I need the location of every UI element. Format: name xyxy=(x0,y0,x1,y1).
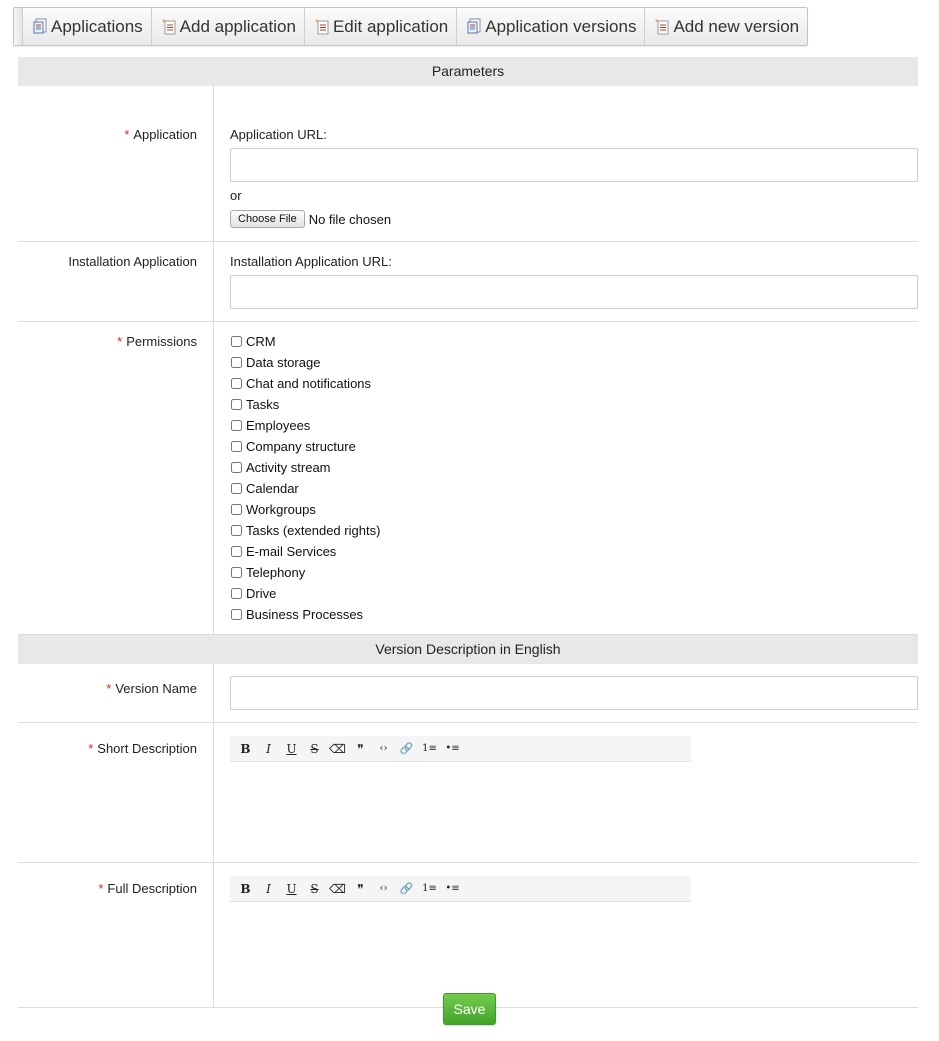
permission-checkbox-crm[interactable] xyxy=(231,336,242,347)
required-mark: * xyxy=(98,881,104,896)
permission-item[interactable]: Workgroups xyxy=(230,499,918,520)
bold-icon[interactable]: B xyxy=(240,881,251,896)
eraser-icon[interactable]: ⌫ xyxy=(329,741,346,756)
installation-label-cell xyxy=(18,242,214,321)
application-row xyxy=(18,86,918,242)
add-document-icon xyxy=(655,18,670,35)
permission-item[interactable]: Calendar xyxy=(230,478,918,499)
bold-icon[interactable]: B xyxy=(240,741,251,756)
full-description-label-cell xyxy=(18,863,214,1007)
quote-icon[interactable]: ❞ xyxy=(357,741,364,756)
application-label-cell xyxy=(18,86,214,241)
permission-item[interactable]: CRM xyxy=(230,331,918,352)
permission-item[interactable]: Telephony xyxy=(230,562,918,583)
file-chooser xyxy=(230,210,918,230)
or-text: or xyxy=(230,188,242,203)
ordered-list-icon[interactable]: 1≡ xyxy=(422,883,437,894)
quote-icon[interactable]: ❞ xyxy=(357,881,364,896)
file-status-text: No file chosen xyxy=(308,211,392,227)
short-description-row xyxy=(18,723,918,863)
italic-icon[interactable]: I xyxy=(266,741,271,756)
add-document-icon xyxy=(162,18,177,35)
applications-button-label: Applications xyxy=(51,16,143,36)
application-field-cell xyxy=(214,86,918,241)
installation-field-cell xyxy=(214,242,918,321)
list-icon xyxy=(467,18,482,35)
version-name-row xyxy=(18,664,918,723)
code-icon[interactable]: ‹› xyxy=(379,743,388,754)
italic-icon[interactable]: I xyxy=(266,881,271,896)
bulleted-list-icon[interactable]: •≡ xyxy=(445,743,460,754)
list-icon xyxy=(33,18,48,35)
permission-checkbox-employees[interactable] xyxy=(231,420,242,431)
permission-checkbox-tasks-extended[interactable] xyxy=(231,525,242,536)
permission-checkbox-data-storage[interactable] xyxy=(231,357,242,368)
full-description-row xyxy=(18,863,918,1008)
permissions-row xyxy=(18,322,918,635)
edit-application-button[interactable] xyxy=(305,8,457,45)
version-name-label: Version Name xyxy=(115,681,197,696)
full-description-editor-toolbar xyxy=(230,876,691,902)
permission-checkbox-workgroups[interactable] xyxy=(231,504,242,515)
installation-application-label: Installation Application xyxy=(68,254,197,269)
add-new-version-button[interactable] xyxy=(645,8,807,45)
add-application-button-label: Add application xyxy=(179,16,296,36)
required-mark: * xyxy=(117,334,123,349)
full-description-label: Full Description xyxy=(107,881,197,896)
full-description-editor xyxy=(214,863,918,1007)
permission-checkbox-calendar[interactable] xyxy=(231,483,242,494)
svg-text:*: * xyxy=(161,18,166,26)
required-mark: * xyxy=(88,741,94,756)
permission-item[interactable]: Tasks xyxy=(230,394,918,415)
choose-file-button[interactable]: Choose File xyxy=(230,210,305,228)
permissions-label-cell xyxy=(18,322,214,634)
link-icon[interactable]: 🔗 xyxy=(399,742,414,755)
required-mark: * xyxy=(124,127,130,142)
svg-text:*: * xyxy=(314,18,319,26)
short-description-label-cell xyxy=(18,723,214,862)
save-button[interactable]: Save xyxy=(443,993,496,1025)
short-description-label: Short Description xyxy=(97,741,197,756)
required-mark: * xyxy=(106,681,112,696)
permission-checkbox-business-processes[interactable] xyxy=(231,609,242,620)
full-description-content[interactable] xyxy=(230,902,691,997)
edit-application-button-label: Edit application xyxy=(332,16,449,36)
permission-checkbox-company-structure[interactable] xyxy=(231,441,242,452)
version-name-input[interactable] xyxy=(230,676,918,710)
permission-checkbox-drive[interactable] xyxy=(231,588,242,599)
edit-document-icon xyxy=(315,18,330,35)
permission-item[interactable]: Business Processes xyxy=(230,604,918,625)
top-toolbar xyxy=(13,7,808,46)
section-header-version-description: Version Description in English xyxy=(18,635,918,664)
permission-checkbox-telephony[interactable] xyxy=(231,567,242,578)
strikethrough-icon[interactable]: S xyxy=(310,741,319,756)
installation-url-input[interactable] xyxy=(230,275,918,309)
permission-item[interactable]: E-mail Services xyxy=(230,541,918,562)
permission-item[interactable]: Drive xyxy=(230,583,918,604)
short-description-editor-toolbar xyxy=(230,736,691,762)
section-header-parameters: Parameters xyxy=(18,57,918,86)
installation-application-row xyxy=(18,242,918,322)
link-icon[interactable]: 🔗 xyxy=(399,882,414,895)
strikethrough-icon[interactable]: S xyxy=(310,881,319,896)
short-description-editor xyxy=(214,723,918,862)
application-label: Application xyxy=(133,127,197,142)
applications-button[interactable] xyxy=(23,8,152,45)
bulleted-list-icon[interactable]: •≡ xyxy=(445,883,460,894)
permission-checkbox-tasks[interactable] xyxy=(231,399,242,410)
add-new-version-button-label: Add new version xyxy=(673,16,800,36)
ordered-list-icon[interactable]: 1≡ xyxy=(422,743,437,754)
eraser-icon[interactable]: ⌫ xyxy=(329,881,346,896)
add-application-button[interactable] xyxy=(152,8,305,45)
permission-item[interactable]: Employees xyxy=(230,415,918,436)
permissions-list xyxy=(214,322,918,634)
permission-checkbox-email-services[interactable] xyxy=(231,546,242,557)
permission-item[interactable]: Company structure xyxy=(230,436,918,457)
toolbar-grip xyxy=(14,8,23,45)
application-versions-button-label: Application versions xyxy=(485,16,637,36)
permission-checkbox-chat[interactable] xyxy=(231,378,242,389)
code-icon[interactable]: ‹› xyxy=(379,883,388,894)
application-versions-button[interactable] xyxy=(457,8,645,45)
permission-item[interactable]: Chat and notifications xyxy=(230,373,918,394)
short-description-content[interactable] xyxy=(230,762,691,852)
permission-item[interactable]: Data storage xyxy=(230,352,918,373)
application-url-input[interactable] xyxy=(230,148,918,182)
permissions-label: Permissions xyxy=(126,334,197,349)
application-url-label: Application URL: xyxy=(230,127,327,142)
permission-item[interactable]: Activity stream xyxy=(230,457,918,478)
version-name-label-cell xyxy=(18,664,214,722)
underline-icon[interactable]: U xyxy=(286,741,297,756)
installation-url-label: Installation Application URL: xyxy=(230,254,392,269)
application-version-form xyxy=(18,57,918,1008)
permission-checkbox-activity-stream[interactable] xyxy=(231,462,242,473)
svg-text:*: * xyxy=(655,18,659,26)
underline-icon[interactable]: U xyxy=(286,881,297,896)
version-name-field-cell xyxy=(214,664,918,722)
permission-item[interactable]: Tasks (extended rights) xyxy=(230,520,918,541)
